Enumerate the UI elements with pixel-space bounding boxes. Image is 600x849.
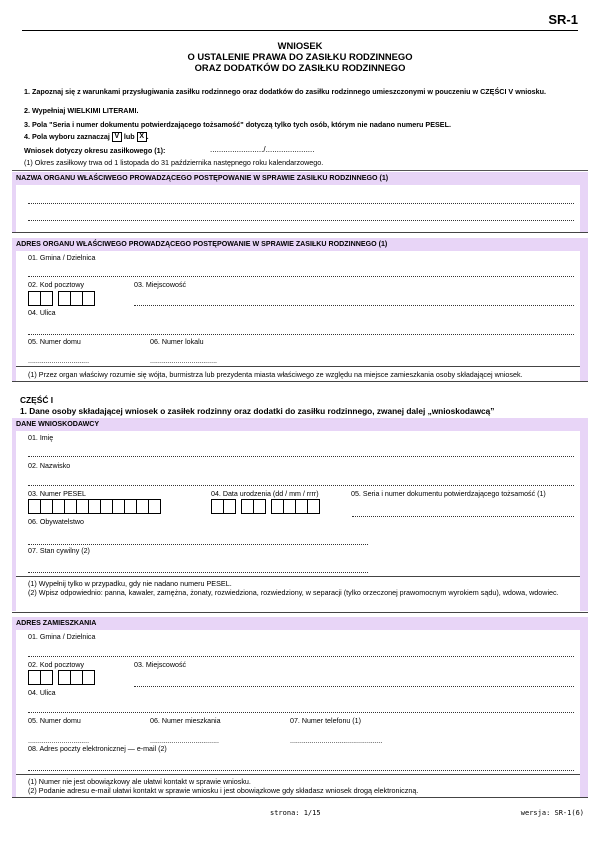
- applicant-nazwisko-input[interactable]: [28, 485, 574, 486]
- organ-name-bottom: [12, 232, 588, 233]
- instruction-2: 2. Wypełniaj WIELKIMI LITERAMI.: [24, 106, 139, 115]
- applicant-imie-input[interactable]: [28, 456, 574, 457]
- applicant-header: DANE WNIOSKODAWCY: [12, 418, 588, 431]
- instruction-4-suffix: .: [146, 132, 149, 141]
- residence-gmina-label: 01. Gmina / Dzielnica: [28, 633, 96, 641]
- organ-name-input-1[interactable]: [28, 203, 574, 204]
- applicant-stan-label: 07. Stan cywilny (2): [28, 547, 90, 555]
- residence-telefon-label: 07. Numer telefonu (1): [290, 717, 361, 725]
- form-version: wersja: SR-1(6): [520, 809, 584, 817]
- form-title-line3: ORAZ DODATKÓW DO ZASIŁKU RODZINNEGO: [194, 62, 406, 73]
- applicant-footnote-rule: [16, 576, 580, 577]
- instruction-4-or: lub: [123, 132, 135, 141]
- organ-gmina-label: 01. Gmina / Dzielnica: [28, 254, 96, 262]
- organ-ulica-label: 04. Ulica: [28, 309, 56, 317]
- applicant-obywatelstwo-label: 06. Obywatelstwo: [28, 518, 84, 526]
- applicant-footnote-2: (2) Wpisz odpowiednio: panna, kawaler, zamężna, żonaty, rozwiedziona, rozwiedziony, w separacji (tylko orzeczonej prawomocnym wyrokiem sądu), wdowa, wdowiec.: [28, 588, 559, 597]
- applicant-bottom: [12, 612, 588, 613]
- instruction-3: 3. Pola "Seria i numer dokumentu potwierdzającego tożsamość" dotyczą tylko tych osób, którym nie nadano numeru PESEL.: [24, 120, 451, 129]
- instruction-4: [24, 132, 574, 142]
- organ-name-input-2[interactable]: [28, 220, 574, 221]
- organ-address-footnote: (1) Przez organ właściwy rozumie się wójta, burmistrza lub prezydenta miasta właściwego ze względu na miejsce zamieszkania osoby składającej wniosek.: [28, 370, 523, 379]
- part-1-subheading: 1. Dane osoby składającej wniosek o zasiłek rodzinny oraz dodatki do zasiłku rodzinnego, zwanej dalej „wnioskodawcą”: [20, 406, 495, 416]
- residence-miejscowosc-input[interactable]: [134, 686, 574, 687]
- organ-name-header: NAZWA ORGANU WŁAŚCIWEGO PROWADZĄCEGO POSTĘPOWANIE W SPRAWIE ZASIŁKU RODZINNEGO (1): [12, 172, 588, 185]
- organ-address-leftbar: [12, 251, 16, 381]
- period-note: (1) Okres zasiłkowy trwa od 1 listopada do 31 października następnego roku kalendarzowego.: [24, 158, 324, 167]
- checkmark-v-example: V: [112, 132, 122, 142]
- residence-bottom: [12, 797, 588, 798]
- organ-nr-domu-input[interactable]: ...............................: [28, 357, 90, 365]
- residence-nr-mieszkania-label: 06. Numer mieszkania: [150, 717, 221, 725]
- organ-miejscowosc-input[interactable]: [134, 305, 574, 306]
- residence-header: ADRES ZAMIESZKANIA: [12, 617, 588, 630]
- organ-nr-lokalu-label: 06. Numer lokalu: [150, 338, 204, 346]
- organ-address-bottom: [12, 381, 588, 382]
- applicant-pesel-label: 03. Numer PESEL: [28, 490, 86, 498]
- residence-footnote-1: (1) Numer nie jest obowiązkowy ale ułatwi kontakt w sprawie wniosku.: [28, 777, 251, 786]
- residence-gmina-input[interactable]: [28, 656, 574, 657]
- residence-ulica-input[interactable]: [28, 712, 574, 713]
- residence-footnote-rule: [16, 774, 580, 775]
- form-title-line2: O USTALENIE PRAWA DO ZASIŁKU RODZINNEGO: [187, 51, 413, 62]
- form-title: WNIOSEK: [277, 40, 323, 51]
- organ-address-header: ADRES ORGANU WŁAŚCIWEGO PROWADZĄCEGO POSTĘPOWANIE W SPRAWIE ZASIŁKU RODZINNEGO (1): [12, 238, 588, 251]
- applicant-obywatelstwo-input[interactable]: [28, 544, 368, 545]
- applicant-stan-input[interactable]: [28, 572, 368, 573]
- organ-miejscowosc-label: 03. Miejscowość: [134, 281, 187, 289]
- applicant-rightbar: [580, 431, 588, 611]
- residence-leftbar: [12, 630, 16, 797]
- applicant-imie-label: 01. Imię: [28, 434, 54, 442]
- applicant-doc-input[interactable]: [352, 516, 574, 517]
- checkmark-x-example: X: [137, 132, 147, 142]
- section-divider: [12, 170, 588, 171]
- applicant-pesel-boxes[interactable]: [28, 499, 160, 514]
- residence-miejscowosc-label: 03. Miejscowość: [134, 661, 187, 669]
- organ-nr-domu-label: 05. Numer domu: [28, 338, 81, 346]
- residence-nr-domu-input[interactable]: ...............................: [28, 737, 90, 745]
- applicant-footnote-1: (1) Wypełnij tylko w przypadku, gdy nie nadano numeru PESEL.: [28, 579, 232, 588]
- part-1-heading: CZĘŚĆ I: [20, 395, 54, 405]
- period-label: Wniosek dotyczy okresu zasiłkowego (1):: [24, 146, 166, 155]
- instruction-4-prefix: 4. Pola wyboru zaznaczaj: [24, 132, 110, 141]
- applicant-leftbar: [12, 431, 16, 611]
- organ-nr-lokalu-input[interactable]: ..................................: [150, 357, 218, 365]
- organ-gmina-input[interactable]: [28, 276, 574, 277]
- organ-ulica-input[interactable]: [28, 334, 574, 335]
- form-code: SR-1: [548, 12, 578, 27]
- residence-nr-domu-label: 05. Numer domu: [28, 717, 81, 725]
- organ-postal-code-boxes[interactable]: [28, 291, 94, 306]
- applicant-birth-label: 04. Data urodzenia (dd / mm / rrrr): [211, 490, 319, 498]
- residence-rightbar: [580, 630, 588, 797]
- organ-name-rightbar: [580, 185, 588, 232]
- applicant-nazwisko-label: 02. Nazwisko: [28, 462, 71, 470]
- residence-kod-label: 02. Kod pocztowy: [28, 661, 84, 669]
- residence-footnote-2: (2) Podanie adresu e-mail ułatwi kontakt w sprawie wniosku i jest obowiązkowe gdy składasz wniosek drogą elektroniczną.: [28, 786, 419, 795]
- instruction-1: 1. Zapoznaj się z warunkami przysługiwania zasiłku rodzinnego oraz dodatków do zasiłku rodzinnego umieszczonymi w pouczeniu w CZĘŚCI V wniosku.: [24, 87, 546, 96]
- top-rule: [22, 30, 578, 31]
- residence-postal-code-boxes[interactable]: [28, 670, 94, 685]
- organ-name-leftbar: [12, 185, 16, 232]
- residence-nr-mieszkania-input[interactable]: ...................................: [150, 737, 219, 745]
- organ-address-rightbar: [580, 251, 588, 381]
- organ-kod-label: 02. Kod pocztowy: [28, 281, 84, 289]
- residence-ulica-label: 04. Ulica: [28, 689, 56, 697]
- period-input[interactable]: ......................../......................: [210, 145, 315, 154]
- residence-email-input[interactable]: [28, 770, 574, 771]
- residence-telefon-input[interactable]: ...............................................: [290, 737, 383, 745]
- residence-email-label: 08. Adres poczty elektronicznej — e-mail (2): [28, 745, 167, 753]
- applicant-doc-label: 05. Seria i numer dokumentu potwierdzającego tożsamość (1): [351, 490, 546, 498]
- organ-address-footnote-rule: [16, 366, 580, 367]
- page-number: strona: 1/15: [270, 809, 321, 817]
- applicant-birthdate-boxes[interactable]: [211, 499, 319, 514]
